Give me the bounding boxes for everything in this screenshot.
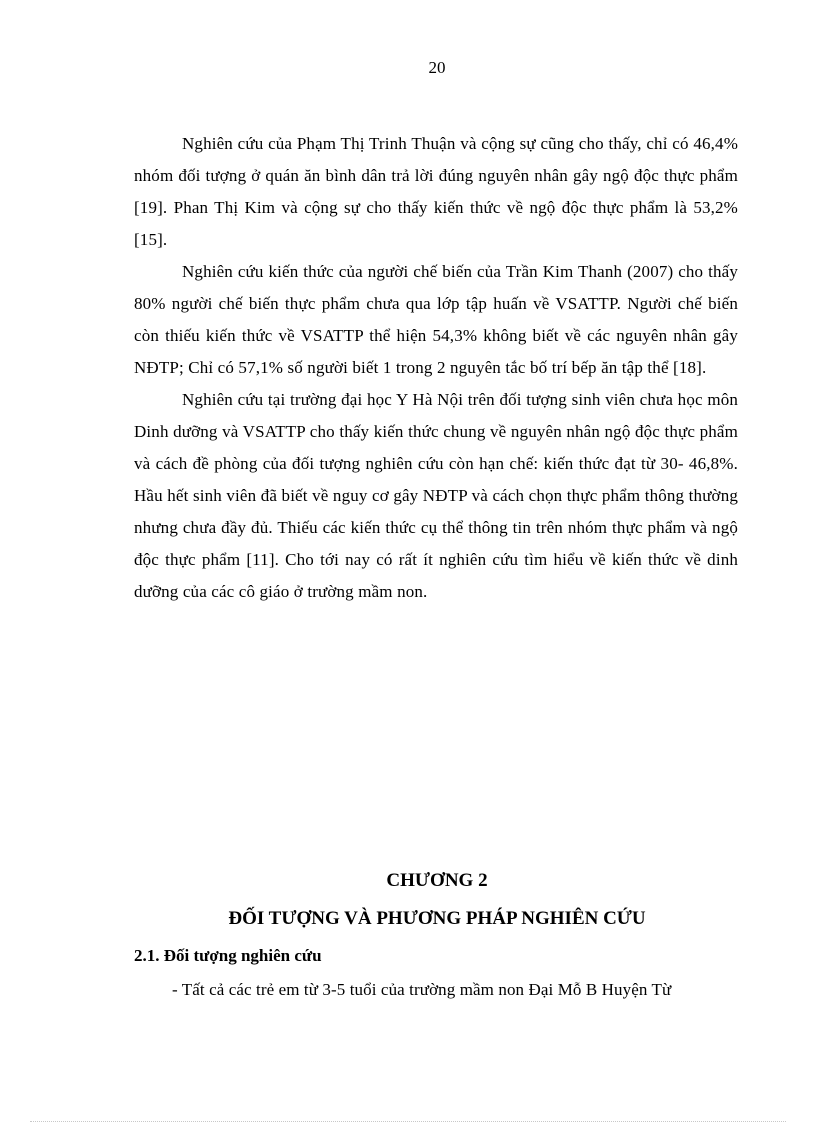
body-text (134, 128, 738, 608)
paragraph-1: Nghiên cứu của Phạm Thị Trinh Thuận và cộng sự cũng cho thấy, chỉ có 46,4% nhóm đối tượng ở quán ăn bình dân trả lời đúng nguyên nhân gây ngộ độc thực phẩm [19]. Phan Thị Kim và cộng sự cho thấy kiến thức về ngộ độc thực phẩm là 53,2% [15]. (134, 134, 738, 249)
paragraph-2: Nghiên cứu kiến thức của người chế biến của Trần Kim Thanh (2007) cho thấy 80% người chế biến thực phẩm chưa qua lớp tập huấn về VSATTP. Người chế biến còn thiếu kiến thức về VSATTP thể hiện 54,3% không biết về các nguyên nhân gây NĐTP; Chỉ có 57,1% số người biết 1 trong 2 nguyên tắc bố trí bếp ăn tập thể [18]. (134, 262, 738, 377)
list-item: - Tất cả các trẻ em từ 3-5 tuổi của trường mầm non Đại Mỗ B Huyện Từ (172, 980, 672, 999)
chapter-title: ĐỐI TƯỢNG VÀ PHƯƠNG PHÁP NGHIÊN CỨU (228, 908, 646, 929)
chapter-number: CHƯƠNG 2 (386, 870, 488, 891)
page-number: 20 (428, 58, 446, 77)
page-bottom-divider (30, 1121, 786, 1122)
section-heading: 2.1. Đối tượng nghiên cứu (134, 946, 322, 965)
paragraph-3: Nghiên cứu tại trường đại học Y Hà Nội trên đối tượng sinh viên chưa học môn Dinh dưỡng và VSATTP cho thấy kiến thức chung về nguyên nhân ngộ độc thực phẩm và cách đề phòng của đối tượng nghiên cứu còn hạn chế: kiến thức đạt từ 30- 46,8%. Hầu hết sinh viên đã biết về nguy cơ gây NĐTP và cách chọn thực phẩm thông thường nhưng chưa đầy đủ. Thiếu các kiến thức cụ thể thông tin trên nhóm thực phẩm và ngộ độc thực phẩm [11]. Cho tới nay có rất ít nghiên cứu tìm hiểu về kiến thức về dinh dưỡng của các cô giáo ở trường mầm non. (134, 390, 738, 601)
